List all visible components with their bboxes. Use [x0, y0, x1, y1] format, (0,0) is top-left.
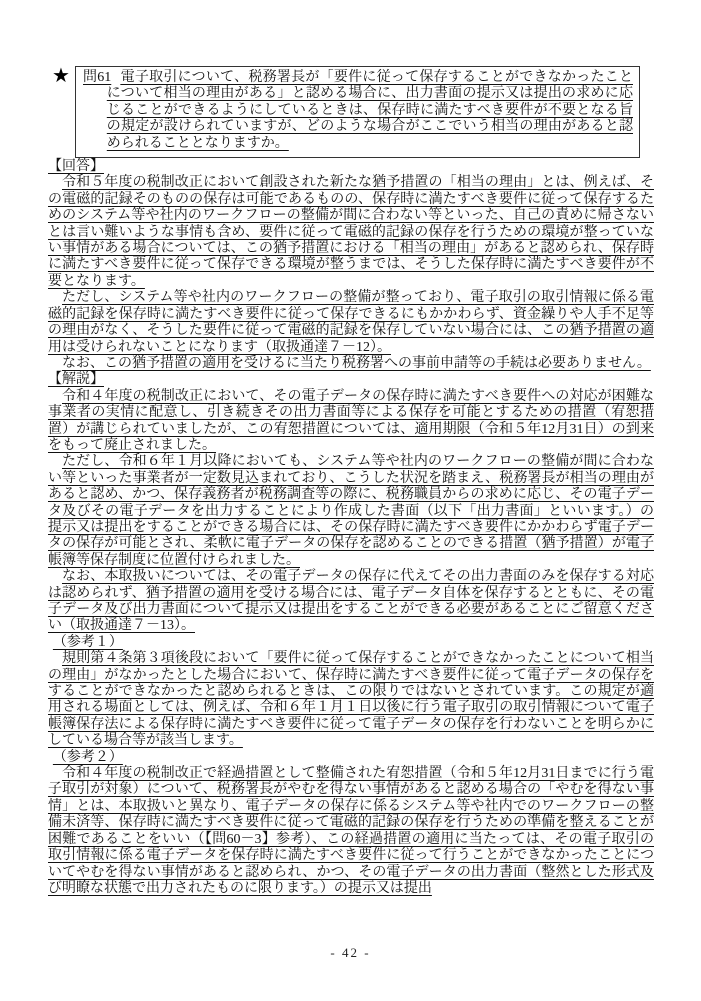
explanation-paragraph-3: なお、本取扱いについては、その電子データの保存に代えてその出力書面のみを保存する対応は認められず、猶予措置の適用を受ける場合には、電子データ自体を保存するとともに、その電子データ及び出力書面について提示又は提出をすることができる必要があることにご留意ください（取扱通達７－13）。 [48, 569, 654, 634]
explanation-paragraph-1: 令和４年度の税制改正において、その電子データの保存時に満たすべき要件への対応が困難な事業者の実情に配意し、引き続きその出力書面等による保存を可能とするための措置（宥恕措置）が講じられていましたが、この宥恕措置については、適用期限（令和５年12月31日）の到来をもって廃止されました。 [48, 388, 654, 453]
question-number-label: 問61 [83, 70, 112, 85]
page-number: - 42 - [330, 944, 371, 960]
reference1-body: 規則第４条第３項後段において「要件に従って保存することができなかったことについて相当の理由」がなかったとした場合において、保存時に満たすべき要件に従って電子データの保存をすることができなかったと認められるときは、この限りではないとされています。この規定が適用される場面としては、例えば、令和６年１月１日以後に行う電子取引の取引情報について電子帳簿保存法による保存時に満たすべき要件に従って電子データの保存を行わないことを明らかにしている場合等が該当します。 [48, 651, 654, 749]
question-text: 電子取引について、税務署長が「要件に従って保存することができなかったことについて相当の理由がある」と認める場合に、出力書面の提示又は提出の求めに応じることができるようにしているときは、保存時に満たすべき要件が不要となる旨の規定が設けられていますが、どのような場合がここでいう相当の理由があると認められることとなりますか。 [106, 70, 633, 151]
star-icon: ★ [52, 65, 70, 87]
question-box [75, 66, 640, 158]
explanation-heading: 【解説】 [48, 372, 104, 388]
reference1-heading: （参考１） [52, 634, 123, 650]
reference2-body: 令和４年度の税制改正で経過措置として整備された宥恕措置（令和５年12月31日までに行う電子取引が対象）について、税務署長がやむを得ない事情があると認める場合の「やむを得ない事情」とは、本取扱いと異なり、電子データの保存に係るシステム等や社内でのワークフローの整備未済等、保存時に満たすべき要件に従って電磁的記録の保存を行うための準備を整えることが困難であることをいい（【問60－3】参考）、この経過措置の適用に当たっては、その電子取引の取引情報に係る電子データを保存時に満たすべき要件に従って行うことができなかったことについてやむを得ない事情があると認められ、かつ、その電子データの出力書面（整然とした形式及び明瞭な状態で出力されたものに限ります。）の提示又は提出 [48, 766, 654, 896]
explanation-paragraph-2: ただし、令和６年１月以降においても、システム等や社内のワークフローの整備が間に合わない等といった事業者が一定数見込まれており、こうした状況を踏まえ、税務署長が相当の理由があると認め、かつ、保存義務者が税務調査等の際に、税務職員からの求めに応じ、その電子データ及びその電子データを出力することにより作成した書面（以下「出力書面」といいます。）の提示又は提出をすることができる場合には、その保存時に満たすべき要件にかかわらず電子データの保存が可能とされ、柔軟に電子データの保存を認めることのできる措置（猶予措置）が電子帳簿等保存制度に位置付けられました。 [48, 454, 654, 568]
reference2-heading: （参考２） [52, 749, 123, 765]
answer-paragraph-2: ただし、システム等や社内のワークフローの整備が整っており、電子取引の取引情報に係る電磁的記録を保存時に満たすべき要件に従って保存できるにもかかわらず、資金繰りや人手不足等の理由がなく、そうした要件に従って電磁的記録を保存していない場合には、この猶予措置の適用は受けられないことになります（取扱通達７－12）。 [48, 290, 654, 355]
question-paragraph [83, 70, 633, 152]
answer-paragraph-3: なお、この猶予措置の適用を受けるに当たり税務署への事前申請等の手続は必要ありません。 [62, 355, 651, 371]
answer-paragraph-1: 令和５年度の税制改正において創設された新たな猶予措置の「相当の理由」とは、例えば、その電磁的記録そのものの保存は可能であるものの、保存時に満たすべき要件に従って保存するためのシステム等や社内のワークフローの整備が間に合わない等といった、自己の責めに帰さないとは言い難いような事情も含め、要件に従って電磁的記録の保存を行うための環境が整っていない事情がある場合については、この猶予措置における「相当の理由」があると認められ、保存時に満たすべき要件に従って保存できる環境が整うまでは、そうした保存時に満たすべき要件が不要となります。 [48, 175, 654, 289]
page-content [48, 66, 654, 897]
answer-heading: 【回答】 [48, 159, 104, 175]
